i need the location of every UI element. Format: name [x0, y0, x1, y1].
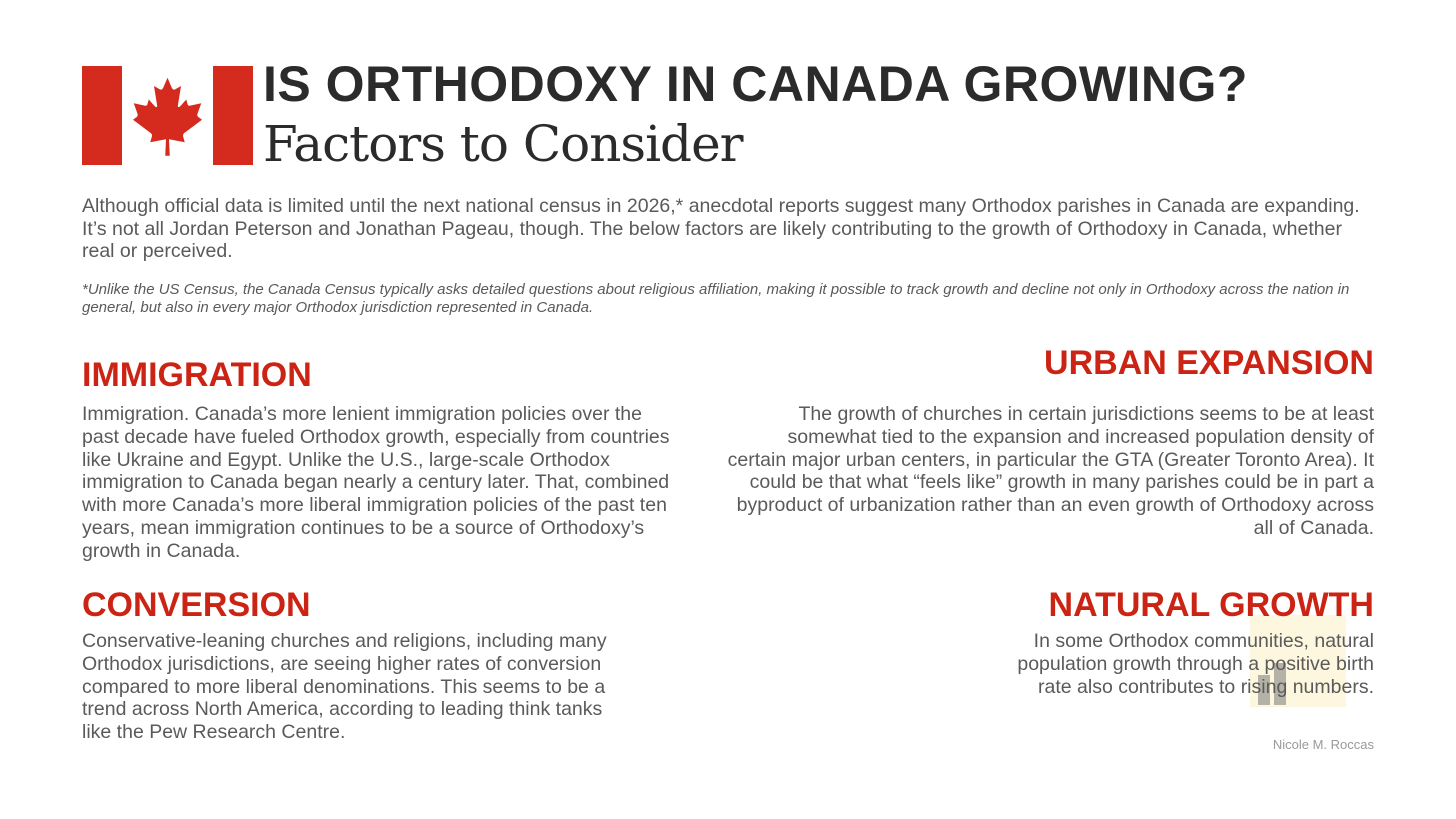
conversion-heading: CONVERSION — [82, 586, 311, 624]
page-subtitle: Factors to Consider — [263, 115, 743, 173]
immigration-text: Immigration. Canada’s more lenient immigration policies over the past decade have fueled Orthodox growth, especially from countries like Ukraine and Egypt. Unlike the U.S., large-scale Orthodox immigration to Canada began nearly a century later. That, combined with more Canada’s more liberal immigration policies of the past ten years, mean immigration continues to be a source of Orthodoxy’s growth in Canada. — [82, 403, 670, 562]
urban-expansion-heading: URBAN EXPANSION — [1044, 344, 1374, 382]
immigration-heading: IMMIGRATION — [82, 356, 312, 394]
maple-leaf-icon — [130, 76, 205, 156]
natural-growth-text: In some Orthodox communities, natural population growth through a positive birth rate also contributes to rising numbers. — [1017, 630, 1374, 698]
urban-expansion-text: The growth of churches in certain jurisdictions seems to be at least somewhat tied to the expansion and increased population density of certain major urban centers, in particular the GTA (Greater Toronto Area). It could be that what “feels like” growth in many parishes could be in part a byproduct of urbanization rather than an even growth of Orthodoxy across all of Canada. — [727, 403, 1374, 539]
footnote: *Unlike the US Census, the Canada Census typically asks detailed questions about religious affiliation, making it possible to track growth and decline not only in Orthodoxy across the nation in general, but also in every major Orthodox jurisdiction represented in Canada. — [82, 281, 1350, 316]
author-signature: Nicole M. Roccas — [1272, 737, 1374, 752]
intro-paragraph: Although official data is limited until the next national census in 2026,* anecdotal reports suggest many Orthodox parishes in Canada are expanding. It’s not all Jordan Peterson and Jonathan Pageau, though. The below factors are likely contributing to the growth of Orthodoxy in Canada, whether real or perceived. — [82, 195, 1360, 262]
conversion-text: Conservative-leaning churches and religions, including many Orthodox jurisdictions, are seeing higher rates of conversion compared to more liberal denominations. This seems to be a trend across North America, according to leading think tanks like the Pew Research Centre. — [82, 630, 607, 744]
natural-growth-heading: NATURAL GROWTH — [1048, 586, 1374, 624]
flag-right-bar — [213, 66, 253, 165]
flag-left-bar — [82, 66, 122, 165]
canada-flag-icon — [82, 66, 253, 165]
page-title: IS ORTHODOXY IN CANADA GROWING? — [263, 56, 1248, 112]
